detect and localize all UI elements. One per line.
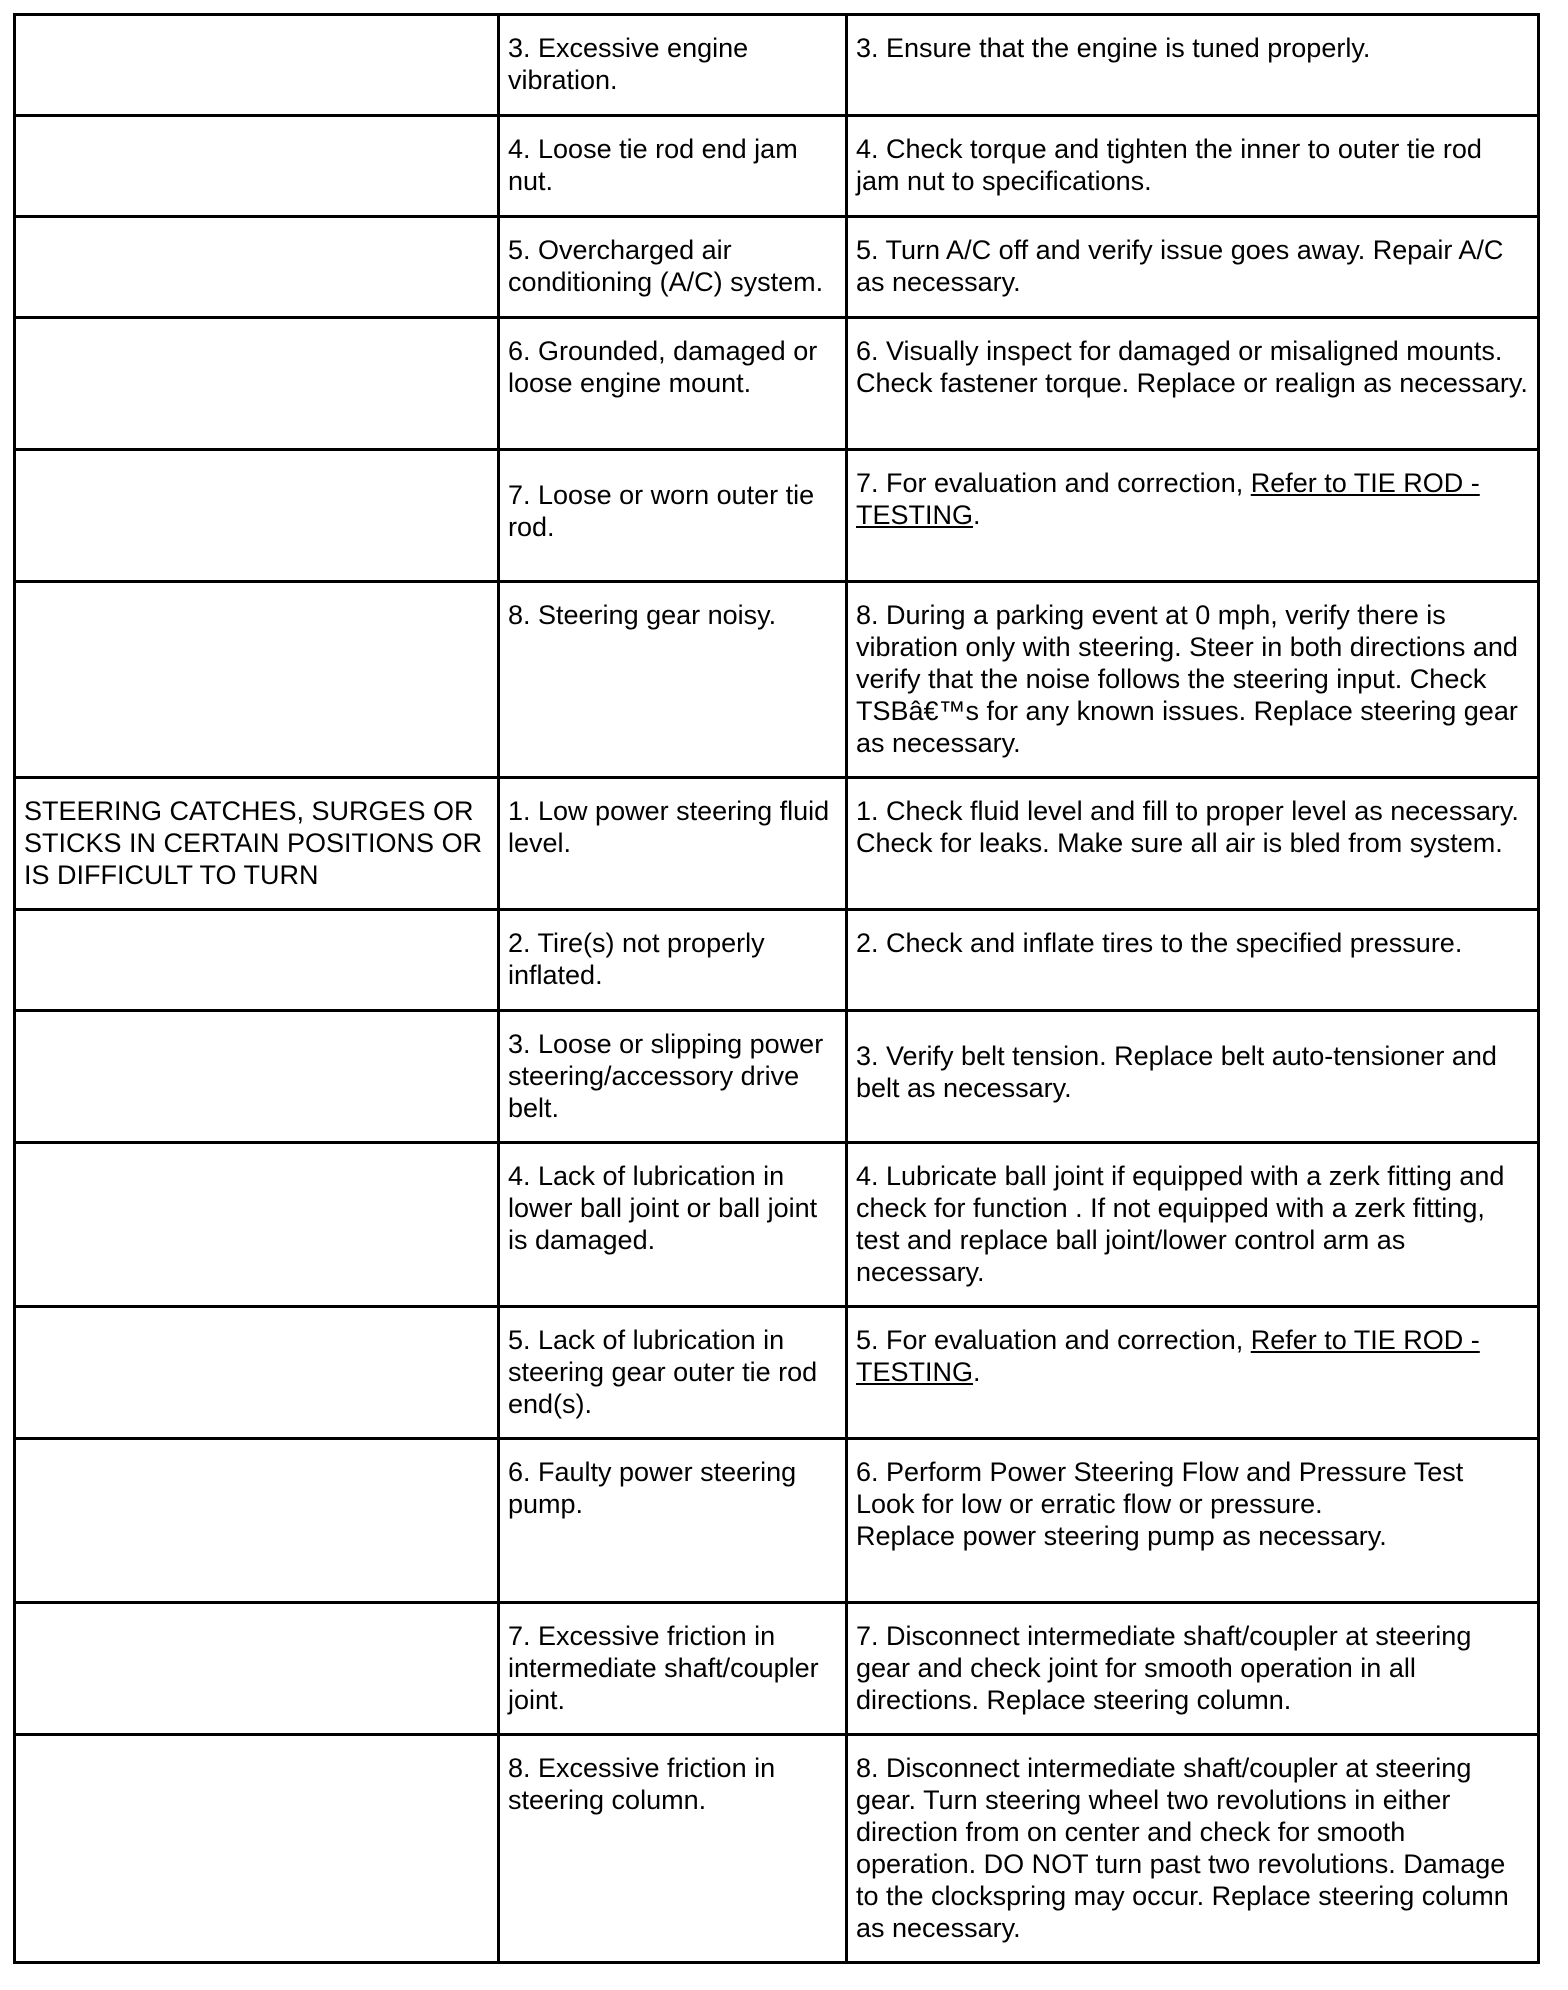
cause-cell: 4. Lack of lubrication in lower ball joint or ball joint is damaged. (499, 1143, 847, 1307)
correction-text: 7. For evaluation and correction, (856, 468, 1251, 498)
correction-cell: 5. Turn A/C off and verify issue goes away. Repair A/C as necessary. (847, 217, 1539, 318)
table-row (15, 217, 1539, 318)
correction-cell: 8. Disconnect intermediate shaft/coupler at steering gear. Turn steering wheel two revolutions in either direction from on center and check for smooth operation. DO NOT turn past two revolutions. Damage to the clockspring may occur. Replace steering column as necessary. (847, 1735, 1539, 1963)
condition-cell (15, 318, 499, 450)
diagnosis-table (13, 13, 1540, 1964)
correction-cell: 6. Perform Power Steering Flow and Pressure Test Look for low or erratic flow or pressure. Replace power steering pump as necessary. (847, 1439, 1539, 1603)
tie-rod-testing-link[interactable]: Refer to TIE ROD - TESTING (856, 1325, 1480, 1387)
condition-cell (15, 1603, 499, 1735)
correction-suffix: . (973, 1357, 981, 1387)
table-row (15, 1735, 1539, 1963)
correction-text: 5. For evaluation and correction, (856, 1325, 1251, 1355)
cause-cell: 5. Overcharged air conditioning (A/C) system. (499, 217, 847, 318)
correction-cell (847, 1307, 1539, 1439)
table-row (15, 582, 1539, 778)
condition-cell (15, 217, 499, 318)
cause-cell: 2. Tire(s) not properly inflated. (499, 910, 847, 1011)
condition-cell (15, 116, 499, 217)
correction-cell: 3. Verify belt tension. Replace belt auto-tensioner and belt as necessary. (847, 1011, 1539, 1143)
condition-cell (15, 582, 499, 778)
table-row (15, 318, 1539, 450)
correction-suffix: . (973, 500, 981, 530)
condition-cell (15, 1011, 499, 1143)
condition-cell (15, 910, 499, 1011)
condition-cell (15, 450, 499, 582)
condition-cell (15, 1307, 499, 1439)
cause-cell: 7. Loose or worn outer tie rod. (499, 450, 847, 582)
correction-cell: 1. Check fluid level and fill to proper level as necessary. Check for leaks. Make sure all air is bled from system. (847, 778, 1539, 910)
cause-cell: 8. Steering gear noisy. (499, 582, 847, 778)
tie-rod-testing-link[interactable]: Refer to TIE ROD - TESTING (856, 468, 1480, 530)
table-row (15, 910, 1539, 1011)
condition-cell: STEERING CATCHES, SURGES OR STICKS IN CERTAIN POSITIONS OR IS DIFFICULT TO TURN (15, 778, 499, 910)
correction-cell: 4. Check torque and tighten the inner to outer tie rod jam nut to specifications. (847, 116, 1539, 217)
correction-cell: 6. Visually inspect for damaged or misaligned mounts. Check fastener torque. Replace or realign as necessary. (847, 318, 1539, 450)
cause-cell: 3. Excessive engine vibration. (499, 15, 847, 116)
cause-cell: 4. Loose tie rod end jam nut. (499, 116, 847, 217)
cause-cell: 6. Grounded, damaged or loose engine mount. (499, 318, 847, 450)
condition-cell (15, 15, 499, 116)
cause-cell: 8. Excessive friction in steering column. (499, 1735, 847, 1963)
cause-cell: 6. Faulty power steering pump. (499, 1439, 847, 1603)
table-row (15, 15, 1539, 116)
table-row (15, 1307, 1539, 1439)
table-row (15, 1603, 1539, 1735)
cause-cell: 1. Low power steering fluid level. (499, 778, 847, 910)
table-row (15, 116, 1539, 217)
table-row (15, 1011, 1539, 1143)
cause-cell: 7. Excessive friction in intermediate shaft/coupler joint. (499, 1603, 847, 1735)
condition-cell (15, 1143, 499, 1307)
condition-cell (15, 1439, 499, 1603)
correction-cell: 2. Check and inflate tires to the specified pressure. (847, 910, 1539, 1011)
correction-cell: 4. Lubricate ball joint if equipped with a zerk fitting and check for function . If not equipped with a zerk fitting, test and replace ball joint/lower control arm as necessary. (847, 1143, 1539, 1307)
correction-cell: 7. Disconnect intermediate shaft/coupler at steering gear and check joint for smooth operation in all directions. Replace steering column. (847, 1603, 1539, 1735)
condition-cell (15, 1735, 499, 1963)
table-row (15, 450, 1539, 582)
cause-cell: 5. Lack of lubrication in steering gear outer tie rod end(s). (499, 1307, 847, 1439)
correction-cell (847, 450, 1539, 582)
cause-cell: 3. Loose or slipping power steering/accessory drive belt. (499, 1011, 847, 1143)
table-row (15, 778, 1539, 910)
table-row (15, 1143, 1539, 1307)
table-row (15, 1439, 1539, 1603)
correction-cell: 8. During a parking event at 0 mph, verify there is vibration only with steering. Steer in both directions and verify that the noise follows the steering input. Check TSBâ€™s for any known issues. Replace steering gear as necessary. (847, 582, 1539, 778)
correction-cell: 3. Ensure that the engine is tuned properly. (847, 15, 1539, 116)
